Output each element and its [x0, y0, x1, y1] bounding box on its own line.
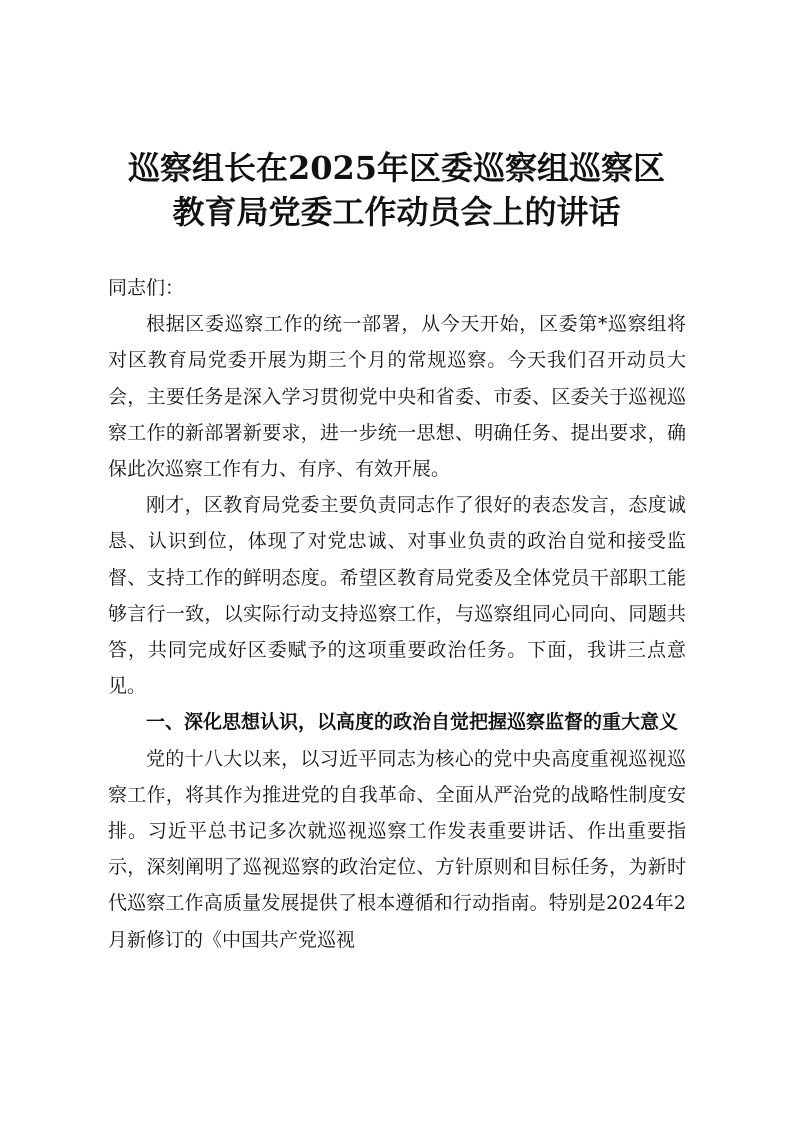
section-heading: 一、深化思想认识，以高度的政治自觉把握巡察监督的重大意义: [146, 711, 679, 734]
document-body: [108, 270, 686, 958]
document-title-line-1: 巡察组长在2025年区委巡察组巡察区: [127, 149, 666, 187]
body-paragraph: 刚才，区教育局党委主要负责同志作了很好的表态发言，态度诚恳、认识到位，体现了对党忠诚、对事业负责的政治自觉和接受监督、支持工作的鲜明态度。希望区教育局党委及全体党员干部职工能够言行一致，以实际行动支持巡察工作，与巡察组同心同向、同题共答，共同完成好区委赋予的这项重要政治任务。下面，我讲三点意见。: [108, 494, 686, 698]
document-title-line-2: 教育局党委工作动员会上的讲话: [172, 193, 621, 231]
body-paragraph: 根据区委巡察工作的统一部署，从今天开始，区委第*巡察组将对区教育局党委开展为期三个月的常规巡察。今天我们召开动员大会，主要任务是深入学习贯彻党中央和省委、市委、区委关于巡视巡察工作的新部署新要求，进一步统一思想、明确任务、提出要求，确保此次巡察工作有力、有序、有效开展。: [108, 313, 686, 481]
salutation: 同志们：: [108, 277, 185, 299]
body-paragraph: 党的十八大以来，以习近平同志为核心的党中央高度重视巡视巡察工作，将其作为推进党的自我革命、全面从严治党的战略性制度安排。习近平总书记多次就巡视巡察工作发表重要讲话、作出重要指示，深刻阐明了巡视巡察的政治定位、方针原则和目标任务，为新时代巡察工作高质量发展提供了根本遵循和行动指南。特别是2024年2月新修订的《中国共产党巡视: [108, 747, 686, 951]
